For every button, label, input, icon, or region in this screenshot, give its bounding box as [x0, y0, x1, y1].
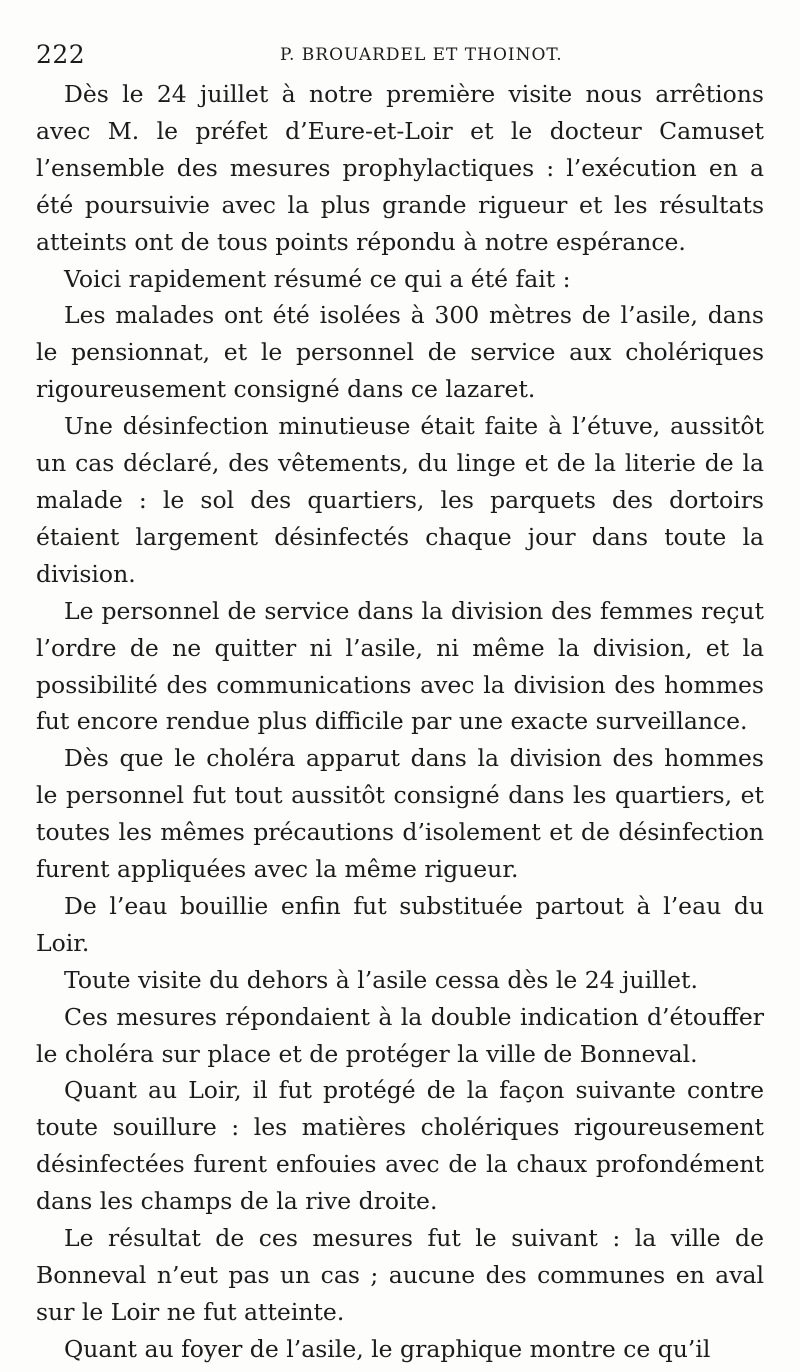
paragraph: Quant au Loir, il fut protégé de la façon suivante contre toute souillure : les matières cholériques rigoureusement désinfectées furent enfouies avec de la chaux profondément dans les champs de la rive droite. — [36, 1076, 764, 1216]
paragraph: Quant au foyer de l’asile, le graphique montre ce qu’il — [64, 1334, 711, 1363]
paragraph: Le personnel de service dans la division des femmes reçut l’ordre de ne quitter ni l’asile, ni même la division, et la possibilité des communications avec la division des hommes fut encore rendue plus difficile par une exacte surveillance. — [36, 596, 764, 736]
page-header — [36, 40, 760, 70]
paragraph: Le résultat de ces mesures fut le suivant : la ville de Bonneval n’eut pas un cas ; aucune des communes en aval sur le Loir ne fut atteinte. — [36, 1224, 764, 1326]
paragraph: Une désinfection minutieuse était faite à l’étuve, aussitôt un cas déclaré, des vêtements, du linge et de la literie de la malade : le sol des quartiers, les parquets des dortoirs étaient largement désinfectés chaque jour dans toute la division. — [36, 412, 764, 588]
paragraph: Toute visite du dehors à l’asile cessa dès le 24 juillet. — [64, 965, 698, 994]
body-text — [36, 76, 764, 1368]
paragraph: Les malades ont été isolées à 300 mètres de l’asile, dans le pensionnat, et le personnel de service aux cholériques rigoureusement consigné dans ce lazaret. — [36, 301, 764, 404]
paragraph: De l’eau bouillie enfin fut substituée partout à l’eau du Loir. — [36, 891, 764, 957]
paragraph: Ces mesures répondaient à la double indication d’étouffer le choléra sur place et de protéger la ville de Bonneval. — [36, 1002, 764, 1068]
paragraph: Dès le 24 juillet à notre première visite nous arrêtions avec M. le préfet d’Eure-et-Loir et le docteur Camuset l’ensemble des mesures prophylactiques : l’exécution en a été poursuivie avec la plus grande rigueur et les résultats atteints ont de tous points répondu à notre espérance. — [36, 80, 764, 256]
page-number: 222 — [36, 40, 86, 69]
running-head: P. BROUARDEL ET THOINOT. — [280, 45, 563, 65]
paragraph: Dès que le choléra apparut dans la division des hommes le personnel fut tout aussitôt consigné dans les quartiers, et toutes les mêmes précautions d’isolement et de désinfection furent appliquées avec la même rigueur. — [36, 744, 764, 884]
paragraph: Voici rapidement résumé ce qui a été fait : — [64, 264, 571, 293]
